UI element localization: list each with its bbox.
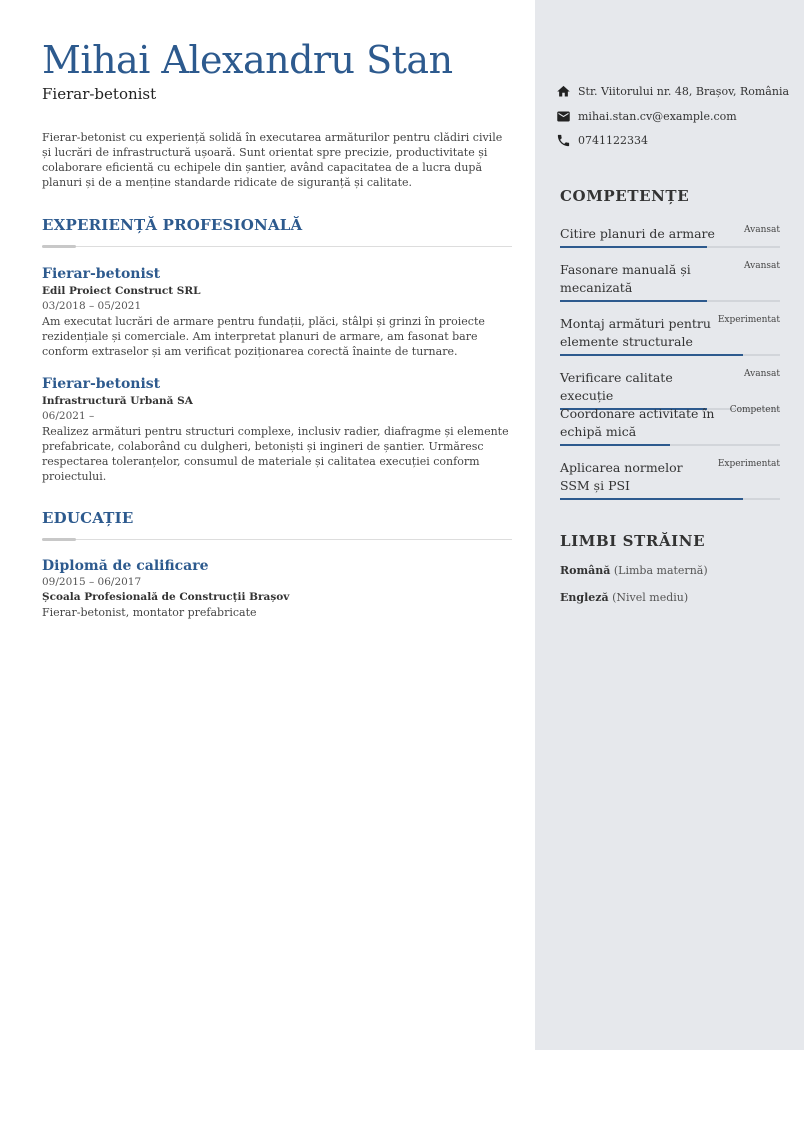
skill-bar-fill [560, 354, 743, 356]
experience-heading: EXPERIENȚĂ PROFESIONALĂ [42, 216, 303, 234]
languages-heading: LIMBI STRĂINE [560, 532, 706, 550]
skill-level: Competent [729, 405, 780, 415]
entry-organization: Școala Profesională de Construcții Brașov [42, 591, 290, 603]
phone-text: 0741122334 [578, 133, 648, 147]
skill-level: Avansat [744, 369, 780, 379]
language-level: (Nivel mediu) [612, 591, 689, 604]
skill-bar [560, 300, 780, 302]
skill-level: Experimentat [717, 315, 780, 325]
skill-level: Avansat [744, 261, 780, 271]
skill-item [560, 369, 780, 410]
main-column [42, 38, 512, 620]
entry-dates: 09/2015 – 06/2017 [42, 576, 142, 588]
contact-email[interactable] [555, 108, 795, 124]
profile-summary: Fierar-betonist cu experiență solidă în executarea armăturilor pentru clădiri civile și lucrări de infrastructură ușoară. Sunt orientat spre precizie, productivitate și colaborare eficientă cu echipele din șantier, având capacitatea de a lucra după planuri și de a menține standarde ridicate de siguranță și calitate. [42, 131, 503, 189]
sidebar-background [535, 0, 804, 1050]
language-level: (Limba maternă) [613, 564, 708, 577]
skill-bar-fill [560, 246, 707, 248]
skill-bar-fill [560, 300, 707, 302]
contact-phone [555, 132, 795, 148]
section-divider [42, 535, 512, 543]
phone-icon [555, 132, 571, 148]
entry-description: Am executat lucrări de armare pentru fundații, plăci, stâlpi și grinzi în proiecte rezidențiale și comerciale. Am interpretat planuri de armare, am fasonat bare conform extraselor și am verificat poziționarea corectă înainte de turnare. [42, 315, 485, 358]
address-text: Str. Viitorului nr. 48, Brașov, România [578, 84, 790, 98]
language-item [560, 564, 708, 577]
candidate-name: Mihai Alexandru Stan [42, 38, 453, 82]
skill-label: Verificare calitate execuție [560, 370, 673, 403]
email-text[interactable]: mihai.stan.cv@example.com [578, 109, 737, 123]
language-item [560, 591, 688, 604]
entry-title: Fierar-betonist [42, 376, 161, 392]
home-icon [555, 83, 571, 99]
contact-address [555, 83, 795, 99]
skill-item [560, 225, 780, 248]
skill-bar [560, 246, 780, 248]
skill-bar [560, 354, 780, 356]
entry-title: Fierar-betonist [42, 266, 161, 282]
skill-item [560, 261, 780, 302]
skill-label: Montaj armături pentru elemente structurale [560, 316, 711, 349]
education-entry [42, 558, 512, 620]
skill-item [560, 459, 780, 500]
skill-bar-fill [560, 444, 670, 446]
skill-label: Fasonare manuală și mecanizată [560, 262, 691, 295]
skill-level: Avansat [744, 225, 780, 235]
skill-label: Citire planuri de armare [560, 226, 715, 241]
entry-title: Diplomă de calificare [42, 558, 209, 574]
skill-bar [560, 444, 780, 446]
experience-entry [42, 266, 512, 359]
skill-bar-fill [560, 498, 743, 500]
language-name: Engleză [560, 591, 609, 604]
skill-bar [560, 498, 780, 500]
entry-dates: 06/2021 – [42, 410, 95, 422]
mail-icon [555, 108, 571, 124]
entry-dates: 03/2018 – 05/2021 [42, 300, 142, 312]
language-name: Română [560, 564, 611, 577]
skill-item [560, 405, 780, 446]
section-divider [42, 242, 512, 250]
skill-item [560, 315, 780, 356]
skills-heading: COMPETENȚE [560, 187, 690, 205]
experience-entry [42, 376, 512, 484]
education-heading: EDUCAȚIE [42, 509, 134, 527]
entry-organization: Infrastructură Urbană SA [42, 395, 193, 407]
skill-label: Aplicarea normelor SSM și PSI [560, 460, 683, 493]
entry-description: Realizez armături pentru structuri complexe, inclusiv radier, diafragme și elemente prefabricate, colaborând cu dulgheri, betoniști și ingineri de șantier. Urmăresc respectarea toleranțelor, consumul de materiale și calitatea execuției conform proiectului. [42, 425, 509, 483]
entry-description: Fierar-betonist, montator prefabricate [42, 606, 257, 619]
skill-label: Coordonare activitate în echipă mică [560, 406, 715, 439]
job-title: Fierar-betonist [42, 85, 157, 103]
entry-organization: Edil Proiect Construct SRL [42, 285, 201, 297]
skill-level: Experimentat [717, 459, 780, 469]
